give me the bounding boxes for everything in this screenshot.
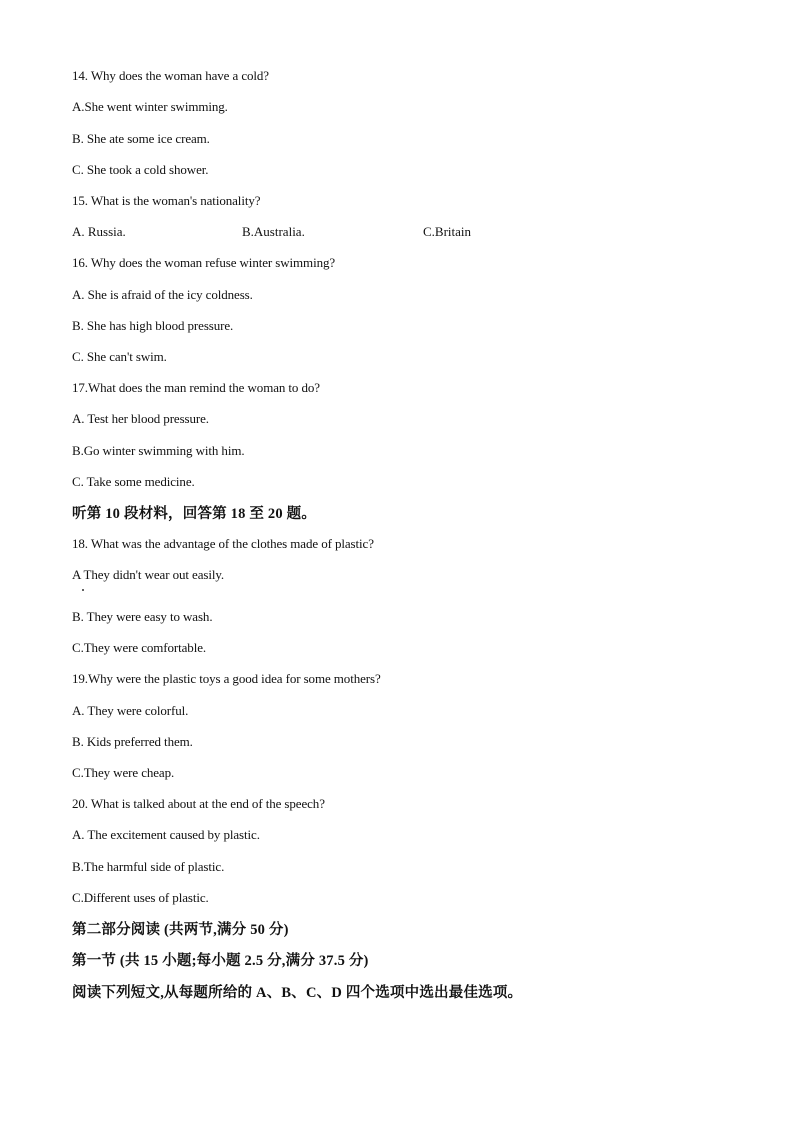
question-20: 20. What is talked about at the end of the speech? [72,796,325,811]
reading-instructions: 阅读下列短文,从每题所给的 A、B、C、D 四个选项中选出最佳选项。 [72,985,523,1001]
section-one-heading: 第一节 (共 15 小题;每小题 2.5 分,满分 37.5 分) [72,953,369,969]
question-19: 19.Why were the plastic toys a good idea for some mothers? [72,671,381,686]
option-18-c: C.They were comfortable. [72,640,207,655]
option-18-b: B. They were easy to wash. [72,609,213,624]
section-10-heading: 听第 10 段材料，回答第 18 至 20 题。 [72,506,317,522]
option-16-b: B. She has high blood pressure. [72,318,234,333]
question-14: 14. Why does the woman have a cold? [72,68,269,83]
option-20-b: B.The harmful side of plastic. [72,859,225,874]
option-18-a: A They didn't wear out easily. [72,567,225,582]
option-20-c: C.Different uses of plastic. [72,890,209,905]
option-19-a: A. They were colorful. [72,703,189,718]
option-14-c: C. She took a cold shower. [72,162,209,177]
option-17-a: A. Test her blood pressure. [72,411,209,426]
option-19-c: C.They were cheap. [72,765,175,780]
option-16-a: A. She is afraid of the icy coldness. [72,287,253,302]
option-15-b: B.Australia. [242,224,305,239]
option-15-a: A. Russia. [72,224,126,239]
stray-dot [82,589,84,591]
question-16: 16. Why does the woman refuse winter swimming? [72,255,336,270]
question-17: 17.What does the man remind the woman to do? [72,380,320,395]
option-20-a: A. The excitement caused by plastic. [72,827,260,842]
option-14-a: A.She went winter swimming. [72,99,228,114]
part-two-heading: 第二部分阅读 (共两节,满分 50 分) [72,922,289,938]
option-15-c: C.Britain [423,224,472,239]
option-17-c: C. Take some medicine. [72,474,195,489]
option-14-b: B. She ate some ice cream. [72,131,210,146]
option-19-b: B. Kids preferred them. [72,734,193,749]
option-17-b: B.Go winter swimming with him. [72,443,245,458]
question-15: 15. What is the woman's nationality? [72,193,261,208]
option-16-c: C. She can't swim. [72,349,167,364]
question-18: 18. What was the advantage of the clothes made of plastic? [72,536,374,551]
